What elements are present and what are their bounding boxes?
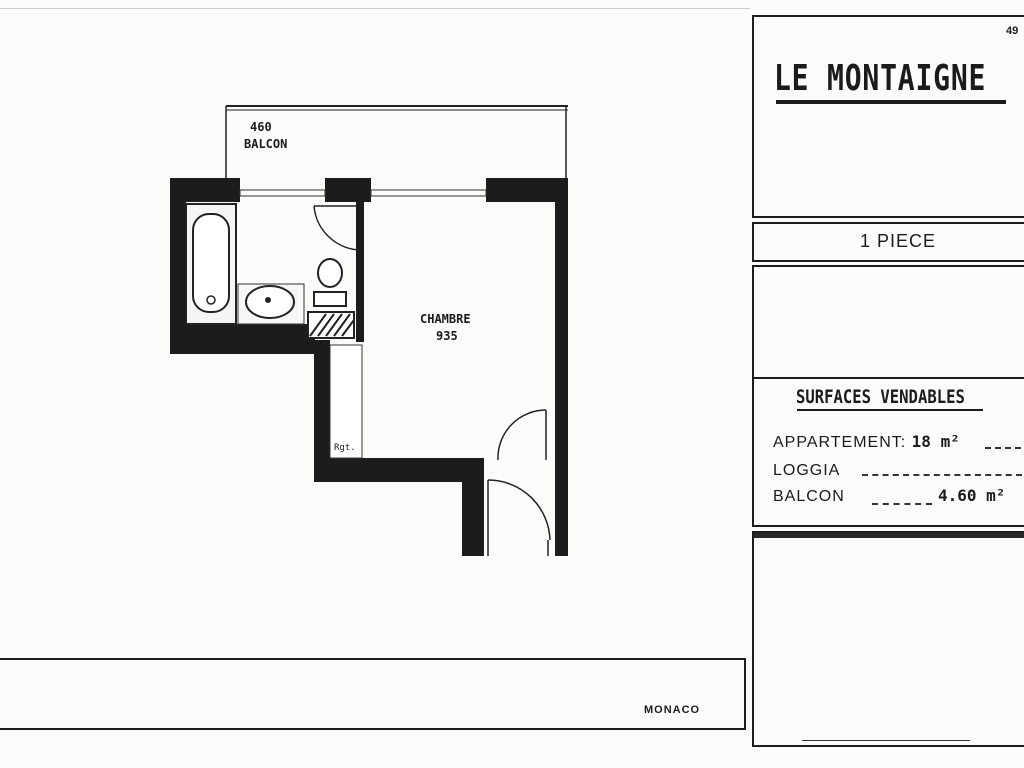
entrance-door	[488, 480, 550, 556]
appartement-value: 18 m²	[911, 432, 960, 451]
balcon-value-wrap	[938, 486, 1005, 506]
bathtub	[186, 204, 236, 324]
toilet	[314, 259, 346, 306]
chambre-area-label: 935	[436, 329, 458, 343]
balcon-label: BALCON	[773, 488, 845, 505]
balcony-area-label: 460	[250, 120, 272, 134]
loggia-row	[773, 460, 840, 480]
building-name: LE MONTAIGNE	[774, 58, 987, 99]
building-name-underline	[776, 100, 1006, 104]
page-number: 49	[1006, 25, 1019, 37]
balcon-value: 4.60 m²	[938, 486, 1006, 505]
surfaces-title-underline	[797, 409, 983, 411]
room-door	[498, 410, 546, 460]
bathroom-door	[314, 206, 362, 250]
lower-panel	[752, 531, 1024, 747]
footer-panel	[0, 658, 746, 730]
washbasin	[238, 284, 304, 324]
city-label: MONACO	[644, 704, 701, 716]
storage-cupboard	[330, 345, 362, 458]
appartement-dash	[985, 447, 1021, 449]
unit-type: 1 PIECE	[860, 231, 937, 251]
title-panel	[752, 15, 1024, 218]
surfaces-title: SURFACES VENDABLES	[796, 386, 965, 408]
balcon-row	[773, 488, 845, 506]
loggia-label: LOGGIA	[773, 462, 841, 479]
appartement-label: APPARTEMENT	[773, 434, 901, 451]
hatched-duct	[308, 312, 354, 338]
storage-label: Rgt.	[334, 443, 356, 453]
lower-panel-top-band	[754, 533, 1024, 538]
chambre-label: CHAMBRE	[420, 312, 471, 326]
loggia-dash	[862, 474, 1022, 476]
balcony-label: BALCON	[244, 137, 288, 151]
appartement-row: APPARTEMENT: 18 m²	[773, 432, 960, 451]
signature-line	[802, 740, 970, 741]
balcon-dash	[872, 503, 932, 505]
blank-panel	[752, 265, 1024, 378]
